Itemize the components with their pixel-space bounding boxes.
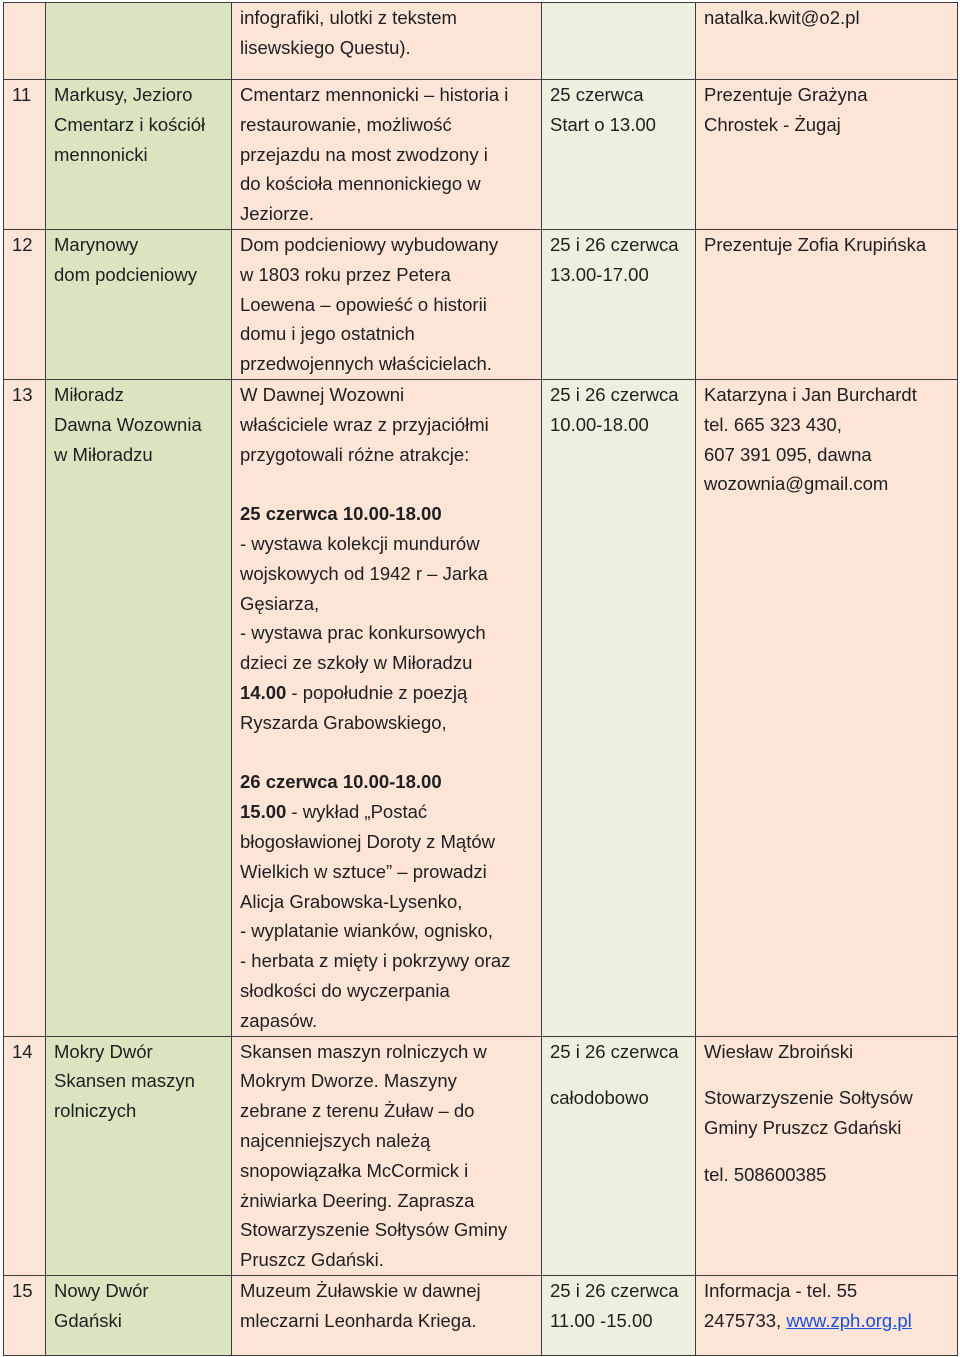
date-cell [542, 80, 696, 230]
date-line: Start o 13.00 [550, 113, 656, 135]
description-line: żniwiarka Deering. Zaprasza [240, 1189, 475, 1211]
row-number: 14 [4, 1036, 46, 1275]
description-line: Gęsiarza, [240, 592, 320, 614]
contact-line: 607 391 095, dawna [704, 443, 872, 465]
spacer [704, 1143, 953, 1160]
description-line: dzieci ze szkoły w Miłoradzu [240, 652, 473, 674]
description-line: Ryszarda Grabowskiego, [240, 711, 447, 733]
description-line: przedwojennych właścicielach. [240, 353, 492, 375]
place-line: Miłoradz [54, 384, 124, 405]
date-line: 13.00-17.00 [550, 263, 649, 285]
date-line: 25 i 26 czerwca [550, 384, 679, 405]
table-row [4, 380, 958, 1037]
place-line: Markusy, Jezioro [54, 84, 193, 105]
place-cell [46, 1275, 232, 1355]
description-line: infografiki, ulotki z tekstem [240, 7, 457, 28]
description-line: najcenniejszych należą [240, 1129, 431, 1151]
description-line: Wielkich w sztuce” – prowadzi [240, 860, 487, 882]
row-number: 13 [4, 380, 46, 1037]
events-table [3, 2, 958, 1356]
description-line: do kościoła mennonickiego w [240, 173, 481, 195]
place-line: Gdański [54, 1309, 122, 1331]
place-cell [46, 3, 232, 80]
description-line: snopowiązałka McCormick i [240, 1159, 469, 1181]
contact-line: Prezentuje Grażyna [704, 84, 868, 105]
spacer [240, 469, 537, 499]
contact-cell [696, 380, 958, 1037]
contact-line: Informacja - tel. 55 [704, 1279, 858, 1301]
contact-line: 2475733, www.zph.org.pl [704, 1309, 912, 1331]
contact-line: Chrostek - Żugaj [704, 113, 841, 135]
contact-line: Stowarzyszenie Sołtysów [704, 1087, 913, 1109]
place-line: Cmentarz i kościół [54, 113, 206, 135]
row-number [4, 3, 46, 80]
description-line: Dom podcieniowy wybudowany [240, 234, 499, 255]
place-line: Dawna Wozownia [54, 413, 202, 435]
description-line: w 1803 roku przez Petera [240, 263, 451, 285]
description-line: mleczarni Leonharda Kriega. [240, 1309, 477, 1331]
description-line: Stowarzyszenie Sołtysów Gminy [240, 1219, 508, 1241]
place-line: Skansen maszyn [54, 1070, 195, 1092]
date-line: 25 i 26 czerwca [550, 1040, 679, 1062]
date-line: 10.00-18.00 [550, 413, 649, 435]
description-cell [232, 1275, 542, 1355]
day-heading: 26 czerwca 10.00-18.00 [240, 771, 442, 793]
date-cell [542, 380, 696, 1037]
description-cell [232, 380, 542, 1037]
date-line: 11.00 -15.00 [550, 1309, 653, 1331]
contact-cell [696, 1275, 958, 1355]
description-line: 14.00 - popołudnie z poezją [240, 681, 468, 703]
description-cell [232, 230, 542, 380]
date-line: całodobowo [550, 1087, 649, 1109]
description-cell [232, 80, 542, 230]
place-line: rolniczych [54, 1100, 137, 1122]
description-line: - herbata z mięty i pokrzywy oraz [240, 950, 511, 972]
description-line: restaurowanie, możliwość [240, 113, 452, 135]
description-line: Skansen maszyn rolniczych w [240, 1040, 487, 1062]
date-line: 25 i 26 czerwca [550, 234, 679, 255]
description-line: wojskowych od 1942 r – Jarka [240, 562, 488, 584]
spacer [550, 1066, 691, 1083]
table-row [4, 230, 958, 380]
row-number: 15 [4, 1275, 46, 1355]
contact-cell [696, 3, 958, 80]
description-line: słodkości do wyczerpania [240, 979, 450, 1001]
description-line: błogosławionej Doroty z Mątów [240, 830, 496, 852]
website-link[interactable]: www.zph.org.pl [786, 1309, 912, 1331]
description-line: Cmentarz mennonicki – historia i [240, 84, 509, 105]
contact-line: Katarzyna i Jan Burchardt [704, 384, 917, 405]
place-cell [46, 80, 232, 230]
table-row [4, 1275, 958, 1355]
place-line: Nowy Dwór [54, 1279, 149, 1301]
spacer [704, 1066, 953, 1083]
description-cell [232, 3, 542, 80]
date-cell [542, 3, 696, 80]
place-line: w Miłoradzu [54, 443, 153, 465]
place-line: Mokry Dwór [54, 1040, 153, 1062]
spacer [240, 738, 537, 768]
day-heading: 25 czerwca 10.00-18.00 [240, 503, 442, 525]
date-line: 25 i 26 czerwca [550, 1279, 679, 1301]
description-line: przygotowali różne atrakcje: [240, 443, 470, 465]
description-line: 15.00 - wykład „Postać [240, 801, 428, 823]
contact-cell [696, 1036, 958, 1275]
place-line: Marynowy [54, 234, 139, 255]
description-line: domu i jego ostatnich [240, 323, 415, 345]
contact-line: Wiesław Zbroiński [704, 1040, 854, 1062]
place-cell [46, 380, 232, 1037]
description-line: zebrane z terenu Żuław – do [240, 1100, 475, 1122]
description-cell [232, 1036, 542, 1275]
contact-phone: tel. 508600385 [704, 1163, 827, 1185]
description-line: - wystawa prac konkursowych [240, 622, 486, 644]
contact-cell [696, 80, 958, 230]
table-row [4, 1036, 958, 1275]
description-line: Muzeum Żuławskie w dawnej [240, 1279, 481, 1301]
contact-cell [696, 230, 958, 380]
description-line: lisewskiego Questu). [240, 36, 411, 58]
table-row [4, 3, 958, 80]
place-line: mennonicki [54, 143, 148, 165]
date-cell [542, 1275, 696, 1355]
date-cell [542, 230, 696, 380]
place-cell [46, 1036, 232, 1275]
description-line: właściciele wraz z przyjaciółmi [240, 413, 489, 435]
contact-line: Prezentuje Zofia Krupińska [704, 234, 927, 255]
description-line: - wyplatanie wianków, ognisko, [240, 920, 493, 942]
description-line: Alicja Grabowska-Lysenko, [240, 890, 463, 912]
table-row [4, 80, 958, 230]
description-line: - wystawa kolekcji mundurów [240, 532, 480, 554]
description-line: Mokrym Dworze. Maszyny [240, 1070, 457, 1092]
date-line: 25 czerwca [550, 84, 644, 105]
contact-line: tel. 665 323 430, [704, 413, 842, 435]
description-line: zapasów. [240, 1009, 318, 1031]
description-line: przejazdu na most zwodzony i [240, 143, 488, 165]
row-number: 12 [4, 230, 46, 380]
place-cell [46, 230, 232, 380]
contact-email[interactable]: natalka.kwit@o2.pl [704, 7, 860, 28]
description-line: Loewena – opowieść o historii [240, 293, 487, 315]
description-line: Pruszcz Gdański. [240, 1249, 384, 1271]
place-line: dom podcieniowy [54, 263, 197, 285]
contact-line: Gminy Pruszcz Gdański [704, 1117, 902, 1139]
description-line: Jeziorze. [240, 203, 315, 225]
description-line: W Dawnej Wozowni [240, 384, 405, 405]
contact-email[interactable]: wozownia@gmail.com [704, 473, 889, 495]
date-cell [542, 1036, 696, 1275]
row-number: 11 [4, 80, 46, 230]
